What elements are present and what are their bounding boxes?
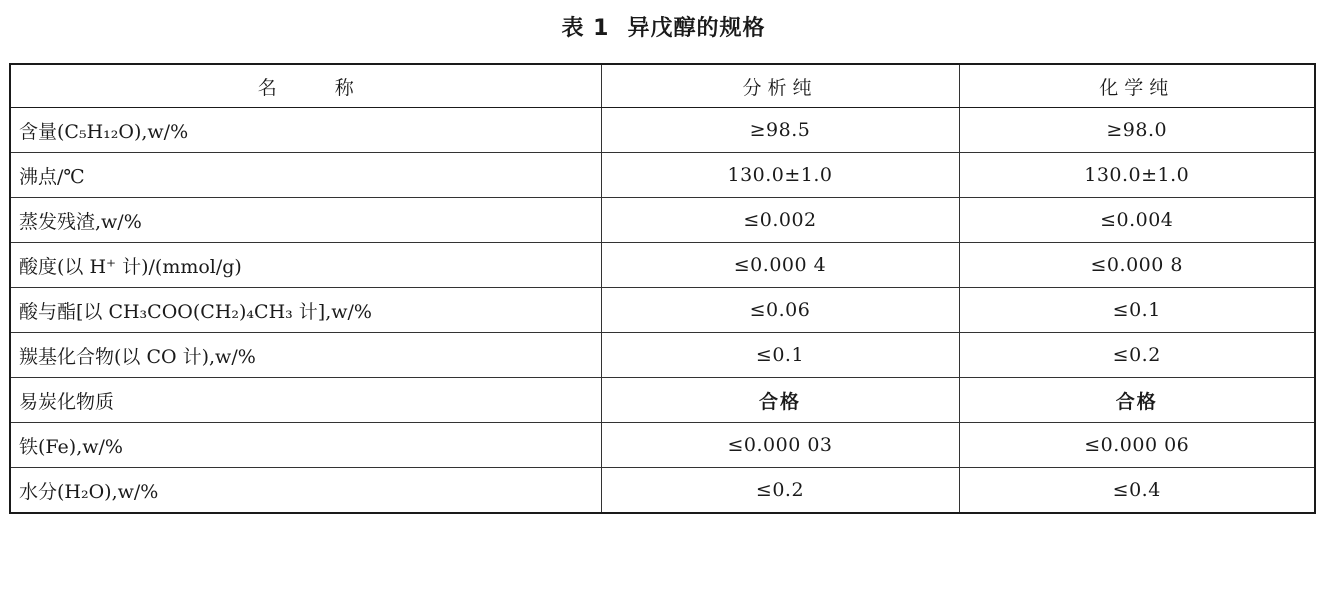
row-analytical-value: ≤0.000 03 (601, 423, 959, 468)
row-analytical-value: ≤0.002 (601, 198, 959, 243)
row-item-acid-ester: 酸与酯[以 CH₃COO(CH₂)₄CH₃ 计],w/% (10, 288, 601, 333)
table-row (10, 153, 1315, 198)
header-row (10, 64, 1315, 108)
table-row (10, 243, 1315, 288)
row-analytical-value: 130.0±1.0 (601, 153, 959, 198)
row-item-carbonizable: 易炭化物质 (10, 378, 601, 423)
row-analytical-value: ≤0.000 4 (601, 243, 959, 288)
row-item-content: 含量(C₅H₁₂O),w/% (10, 108, 601, 153)
row-analytical-value: ≤0.2 (601, 468, 959, 514)
row-chemical-value: ≤0.1 (959, 288, 1315, 333)
table-row (10, 423, 1315, 468)
header-name (10, 64, 601, 108)
table-number: 表 1 (561, 16, 610, 41)
table-caption (0, 14, 1327, 44)
row-analytical-value: ≤0.1 (601, 333, 959, 378)
row-chemical-value: ≥98.0 (959, 108, 1315, 153)
row-chemical-value: 合格 (959, 378, 1315, 423)
table-row (10, 108, 1315, 153)
row-chemical-value: ≤0.2 (959, 333, 1315, 378)
header-analytical: 分析纯 (601, 64, 959, 108)
row-chemical-value: ≤0.000 06 (959, 423, 1315, 468)
row-chemical-value: ≤0.000 8 (959, 243, 1315, 288)
table-row (10, 198, 1315, 243)
table-row (10, 378, 1315, 423)
row-item-evaporation-residue: 蒸发残渣,w/% (10, 198, 601, 243)
spec-table (9, 63, 1316, 514)
row-chemical-value: ≤0.004 (959, 198, 1315, 243)
row-chemical-value: 130.0±1.0 (959, 153, 1315, 198)
header-chemical: 化学纯 (959, 64, 1315, 108)
row-analytical-value: ≥98.5 (601, 108, 959, 153)
row-chemical-value: ≤0.4 (959, 468, 1315, 514)
row-item-boiling-point: 沸点/℃ (10, 153, 601, 198)
table-row (10, 333, 1315, 378)
row-analytical-value: ≤0.06 (601, 288, 959, 333)
table-row (10, 468, 1315, 514)
row-analytical-value: 合格 (601, 378, 959, 423)
table-title: 异戊醇的规格 (627, 16, 766, 41)
table-row (10, 288, 1315, 333)
row-item-water: 水分(H₂O),w/% (10, 468, 601, 514)
header-name-part2: 称 (334, 76, 354, 99)
header-name-part1: 名 (257, 76, 277, 99)
row-item-acidity: 酸度(以 H⁺ 计)/(mmol/g) (10, 243, 601, 288)
row-item-carbonyl: 羰基化合物(以 CO 计),w/% (10, 333, 601, 378)
row-item-iron: 铁(Fe),w/% (10, 423, 601, 468)
